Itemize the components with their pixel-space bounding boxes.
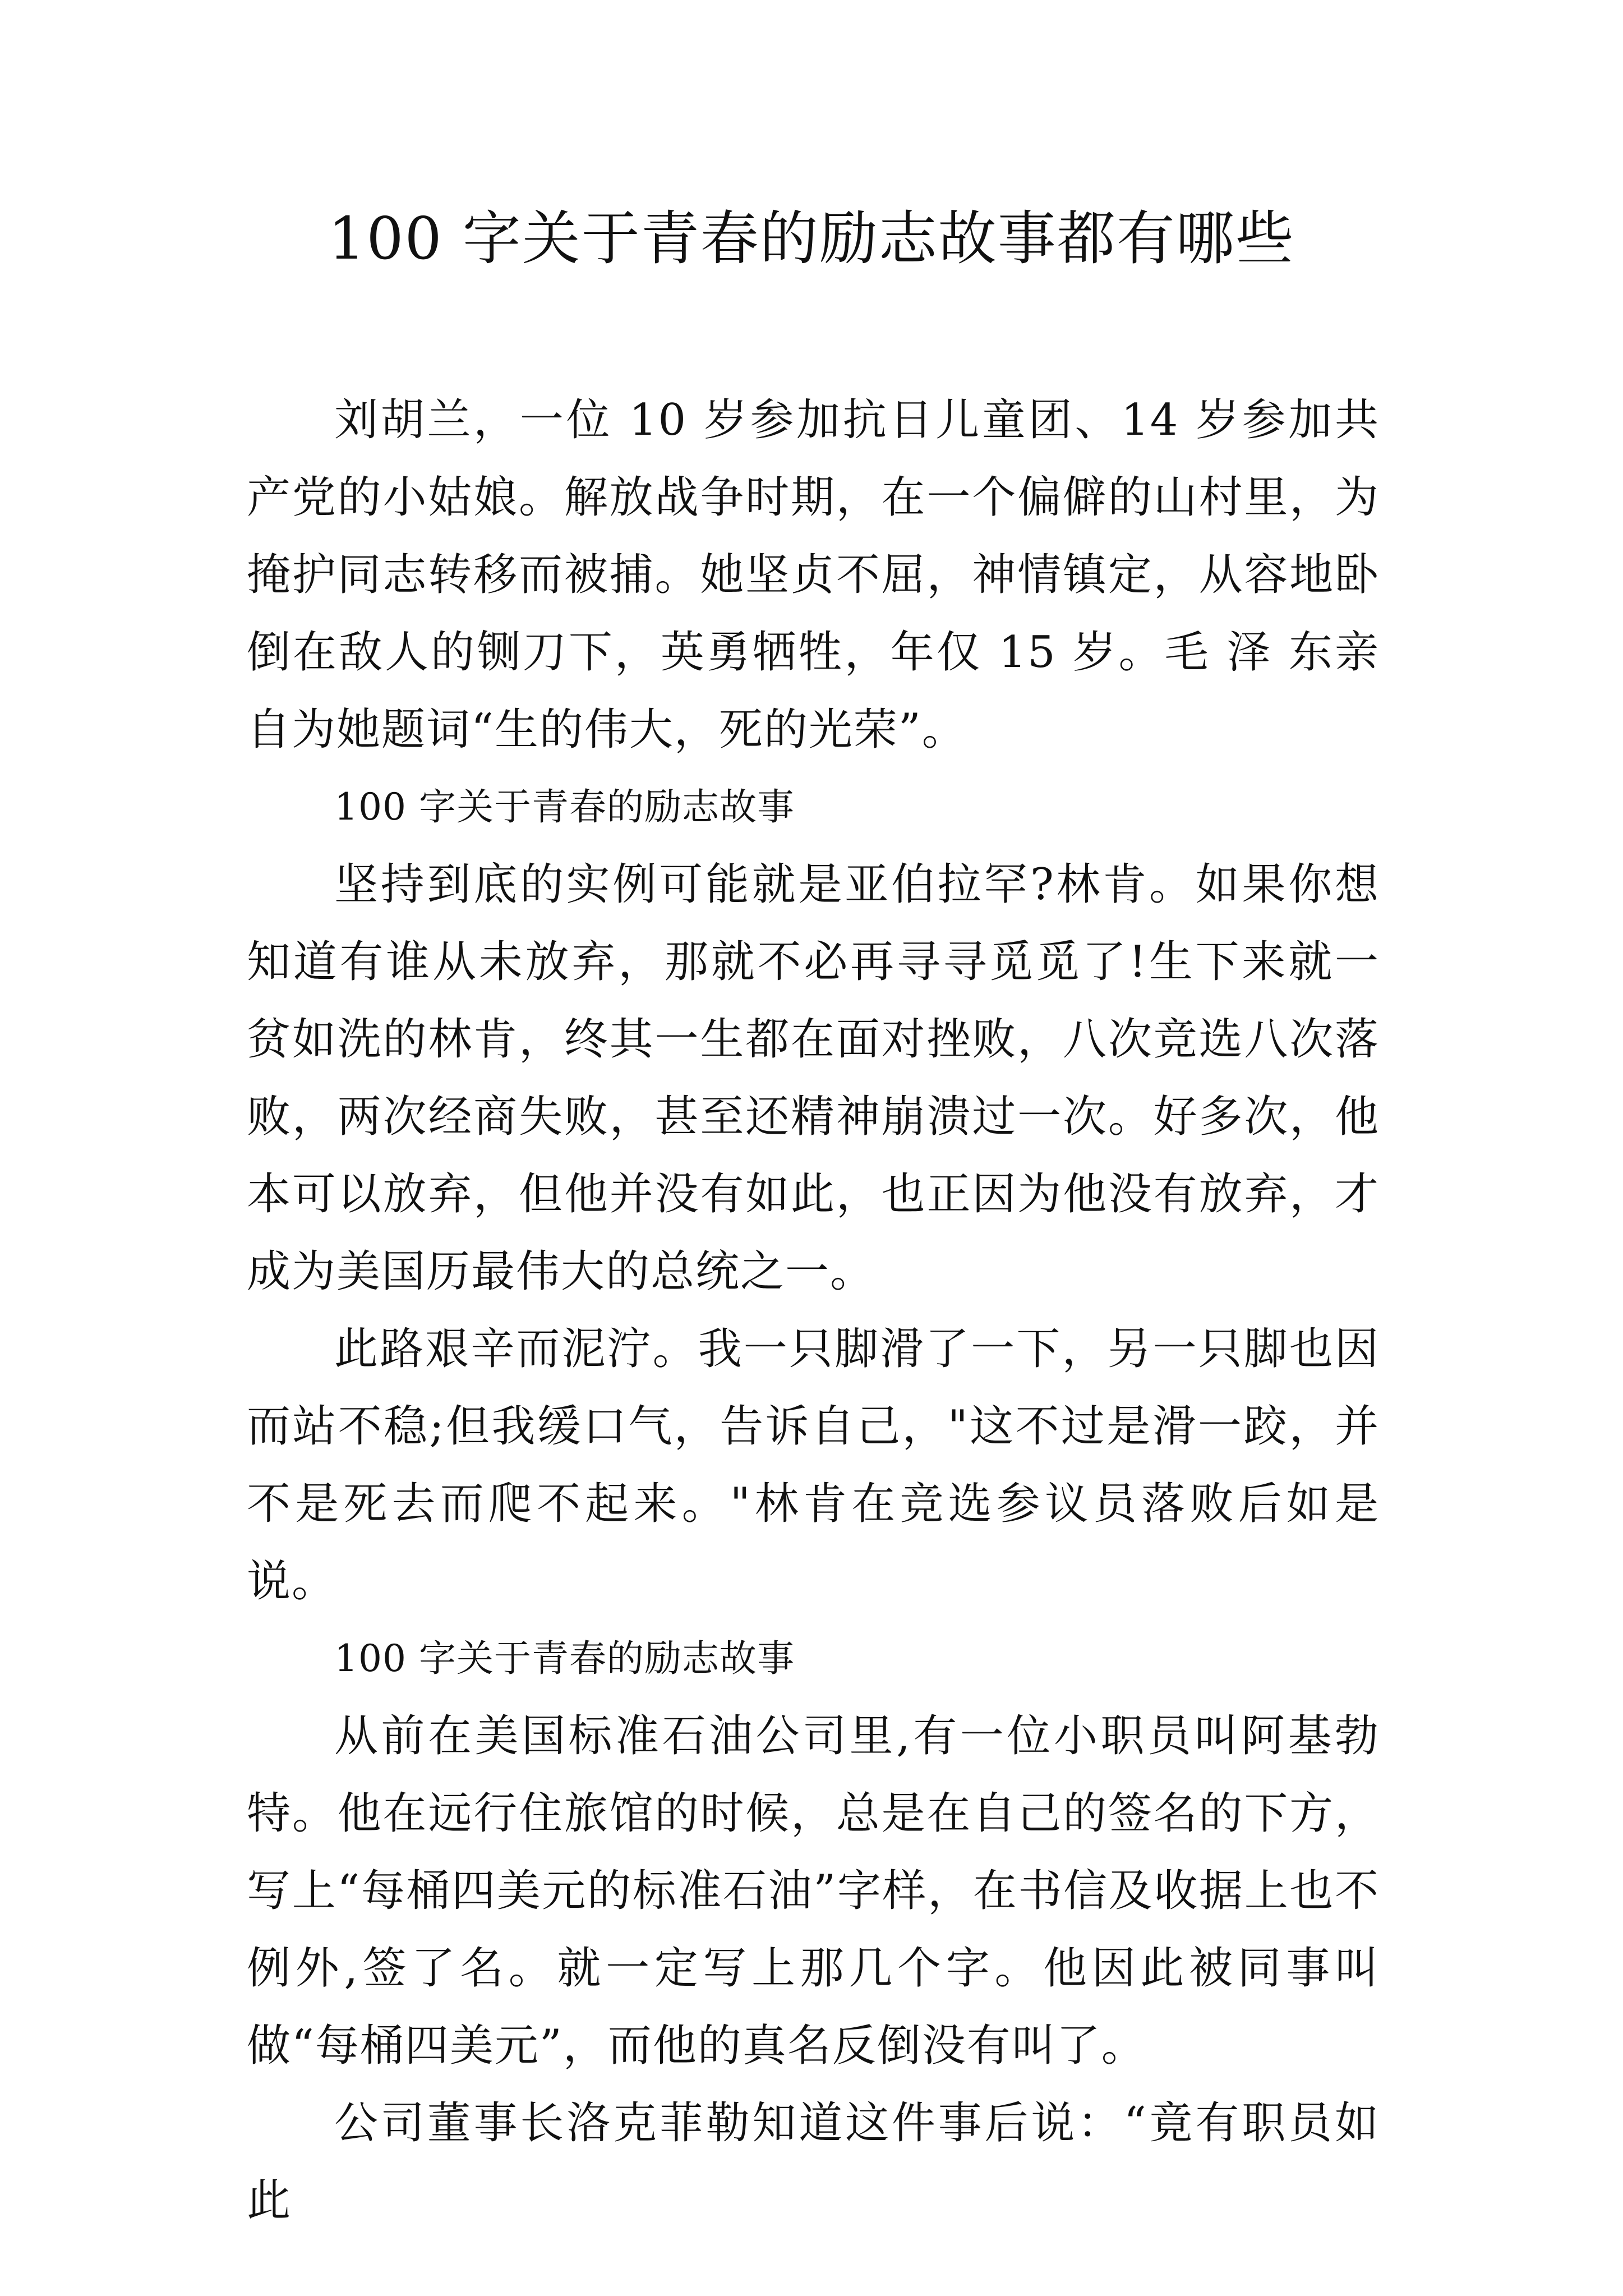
paragraph-lincoln: 坚持到底的实例可能就是亚伯拉罕?林肯。如果你想知道有谁从未放弃，那就不必再寻寻觅觅了!生下来就一贫如洗的林肯，终其一生都在面对挫败，八次竞选八次落败，两次经商失败，甚至还精神崩溃过一次。好多次，他本可以放弃，但他并没有如此，也正因为他没有放弃，才成为美国历最伟大的总统之一。 [247,859,1380,1297]
section-heading: 100 字关于青春的励志故事 [334,1637,795,1680]
paragraph-rockefeller: 公司董事长洛克菲勒知道这件事后说：“竟有职员如此 [247,2098,1380,2226]
document-body [247,381,1380,2239]
paragraph-lincoln-quote: 此路艰辛而泥泞。我一只脚滑了一下，另一只脚也因而站不稳;但我缓口气，告诉自己，"这不过是滑一跤，并不是死去而爬不起来。"林肯在竞选参议员落败后如是说。 [247,1324,1380,1607]
paragraph-liu-hulan: 刘胡兰，一位 10 岁参加抗日儿童团、14 岁参加共 产党的小姑娘。解放战争时期，在一个偏僻的山村里，为掩护同志转移而被捕。她坚贞不屈，神情镇定，从容地卧倒在敌人的铡刀下，英勇牺牲，年仅 15 岁。毛 泽 东亲自为她题词“生的伟大，死的光荣”。 [247,395,1380,755]
document-title: 100 字关于青春的励志故事都有哪些 [328,204,1295,273]
section-heading: 100 字关于青春的励志故事 [334,785,795,829]
paragraph-archbold: 从前在美国标准石油公司里,有一位小职员叫阿基勃特。他在远行住旅馆的时候，总是在自己的签名的下方，写上“每桶四美元的标准石油”字样，在书信及收据上也不例外,签了名。就一定写上那几个字。他因此被同事叫做“每桶四美元”，而他的真名反倒没有叫了。 [247,1711,1380,2071]
